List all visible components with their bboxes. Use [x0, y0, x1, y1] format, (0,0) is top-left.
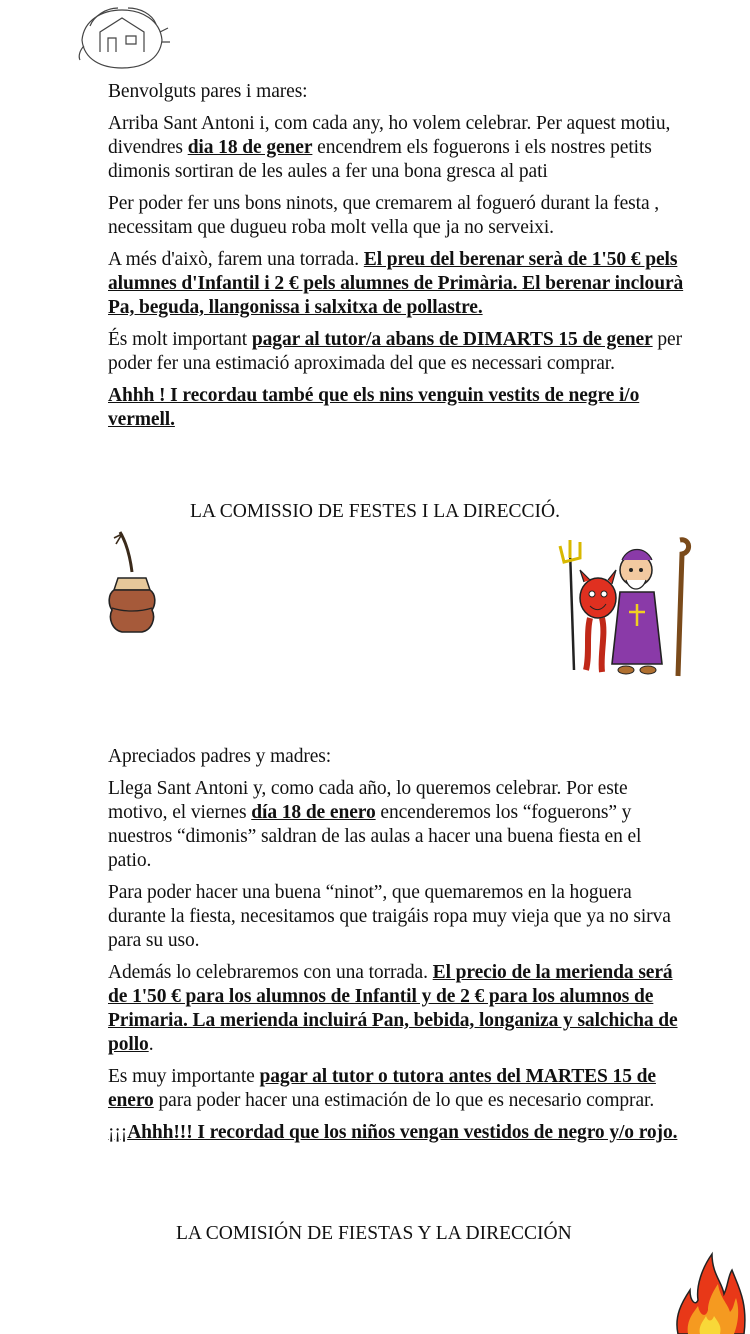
paragraph-price-spanish [108, 961, 688, 1057]
price-info: El precio de la merienda será de 1'50 € para los alumnos de Infantil y de 2 € para los alumnos de Primaria. La merienda incluirá Pan, bebida, longaniza y salchicha de pollo [108, 962, 678, 1055]
paragraph-clothes-catalan: Per poder fer uns bons ninots, que cremarem al fogueró durant la festa , necessitam que dugueu roba molt vella que ja no serveixi. [108, 193, 660, 238]
text-span: Es muy importante [108, 1066, 260, 1087]
greeting-spanish: Apreciados padres y madres: [108, 746, 332, 767]
paragraph-celebration-spanish [108, 777, 688, 873]
text-span: ¡¡¡ [108, 1122, 128, 1143]
text-span: Arriba Sant Antoni i, com cada any, ho volem celebrar. Per aquest motiu, divendres [108, 113, 671, 158]
text-span: encenderemos los “foguerons” y nuestros “dimonis” saldran de las aulas a hacer una buena fiesta en el patio. [108, 802, 642, 871]
paragraph-clothes-spanish: Para poder hacer una buena “ninot”, que quemaremos en la hoguera durante la fiesta, necesitamos que traigáis ropa muy vieja que ya no sirva para su uso. [108, 882, 671, 951]
catalan-letter [108, 80, 688, 440]
text-span: Llega Sant Antoni y, como cada año, lo queremos celebrar. Por este motivo, el viernes [108, 778, 628, 823]
greeting-catalan: Benvolguts pares i mares: [108, 81, 308, 102]
text-span: És molt important [108, 329, 252, 350]
signature-catalan: LA COMISSIO DE FESTES I LA DIRECCIÓ. [190, 501, 560, 522]
paragraph-payment-catalan [108, 328, 688, 376]
text-span: Además lo celebraremos con una torrada. [108, 962, 433, 983]
text-span: para poder hacer una estimación de lo que es necesario comprar. [153, 1090, 655, 1111]
paragraph-payment-spanish [108, 1065, 688, 1113]
fire-illustration [672, 1246, 750, 1334]
event-date: día 18 de enero [251, 802, 376, 823]
sant-antoni-and-devil-illustration [550, 530, 695, 680]
text-span: encendrem els foguerons i els nostres petits dimonis sortiran de les aules a fer una bona gresca al pati [108, 137, 652, 182]
text-span: A més d'això, farem una torrada. [108, 249, 364, 270]
paragraph-reminder-spanish [108, 1121, 688, 1145]
price-info: El preu del berenar serà de 1'50 € pels alumnes d'Infantil i 2 € pels alumnes de Primària. El berenar inclourà Pa, beguda, llangonissa i salxitxa de pollastre. [108, 249, 684, 318]
payment-deadline: pagar al tutor o tutora antes del MARTES 15 de enero [108, 1066, 656, 1111]
text-span: per poder fer una estimació aproximada del que es necessari comprar. [108, 329, 682, 374]
payment-deadline: pagar al tutor/a abans de DIMARTS 15 de gener [251, 329, 653, 350]
paragraph-reminder-catalan: Ahhh ! I recordau també que els nins venguin vestits de negre i/o vermell. [108, 385, 640, 430]
reminder-text: Ahhh!!! I recordad que los niños vengan vestidos de negro y/o rojo. [127, 1122, 678, 1143]
event-date: dia 18 de gener [187, 137, 313, 158]
paragraph-price-catalan [108, 248, 688, 320]
paragraph-celebration-catalan [108, 112, 688, 184]
signature-spanish: LA COMISIÓN DE FIESTAS Y LA DIRECCIÓN [176, 1223, 572, 1244]
honey-pot-illustration [104, 528, 164, 640]
school-logo [72, 2, 172, 72]
spanish-letter [108, 745, 688, 1153]
text-span: . [148, 1034, 154, 1055]
